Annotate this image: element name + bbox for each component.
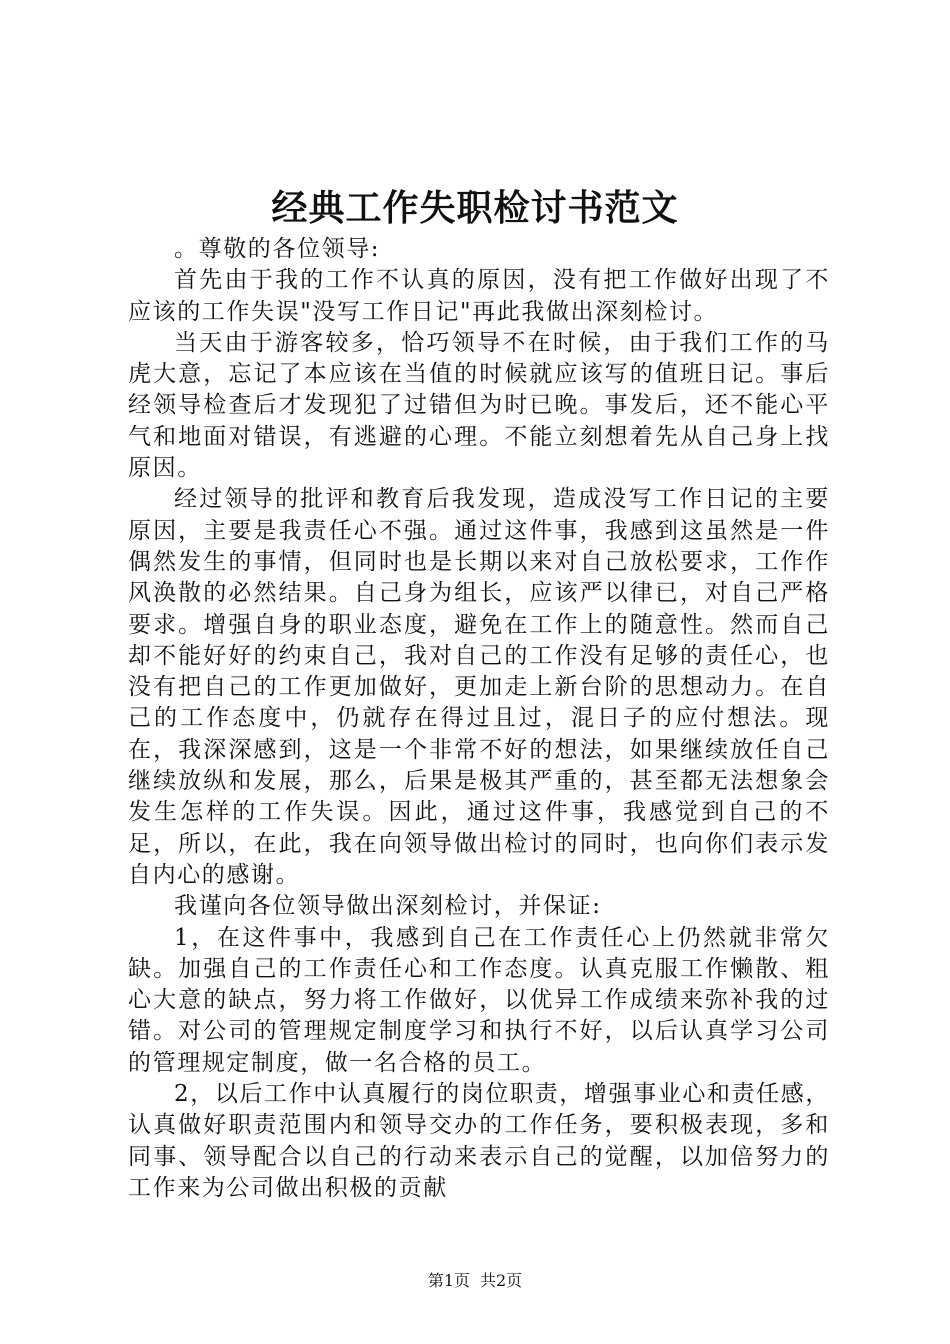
document-body: [128, 234, 830, 1204]
page-total: 共2页: [480, 1271, 523, 1290]
paragraph: 当天由于游客较多，恰巧领导不在时候，由于我们工作的马虎大意，忘记了本应该在当值的时候就应该写的值班日记。事后经领导检查后才发现犯了过错但为时已晚。事发后，还不能心平气和地面对错误，有逃避的心理。不能立刻想着先从自己身上找原因。: [128, 329, 830, 482]
salutation: 。尊敬的各位领导:: [174, 236, 381, 262]
document-title: 经典工作失职检讨书范文: [271, 187, 679, 229]
page-number: 第1页: [427, 1271, 470, 1290]
page-footer: [0, 1270, 950, 1292]
paragraph: 经过领导的批评和教育后我发现，造成没写工作日记的主要原因，主要是我责任心不强。通过这件事，我感到这虽然是一件偶然发生的事情，但同时也是长期以来对自己放松要求，工作作风涣散的必然结果。自己身为组长，应该严以律已，对自己严格要求。增强自身的职业态度，避免在工作上的随意性。然而自己却不能好好的约束自己，我对自己的工作没有足够的责任心，也没有把自己的工作更加做好，更加走上新台阶的思想动力。在自己的工作态度中，仍就存在得过且过，混日子的应付想法。现在，我深深感到，这是一个非常不好的想法，如果继续放任自己继续放纵和发展，那么，后果是极其严重的，甚至都无法想象会发生怎样的工作失误。因此，通过这件事，我感觉到自己的不足，所以，在此，我在向领导做出检讨的同时，也向你们表示发自内心的感谢。: [128, 486, 830, 888]
paragraph: 2，以后工作中认真履行的岗位职责，增强事业心和责任感，认真做好职责范围内和领导交办的工作任务，要积极表现，多和同事、领导配合以自己的行动来表示自己的觉醒，以加倍努力的工作来为公司做出积极的贡献: [128, 1081, 830, 1201]
paragraph: 1，在这件事中，我感到自己在工作责任心上仍然就非常欠缺。加强自己的工作责任心和工作态度。认真克服工作懒散、粗心大意的缺点，努力将工作做好，以优异工作成绩来弥补我的过错。对公司的管理规定制度学习和执行不好，以后认真学习公司的管理规定制度，做一名合格的员工。: [128, 924, 830, 1076]
paragraph: 我谨向各位领导做出深刻检讨，并保证:: [174, 893, 602, 920]
paragraph: 首先由于我的工作不认真的原因，没有把工作做好出现了不应该的工作失误"没写工作日记"再此我做出深刻检讨。: [128, 267, 830, 325]
